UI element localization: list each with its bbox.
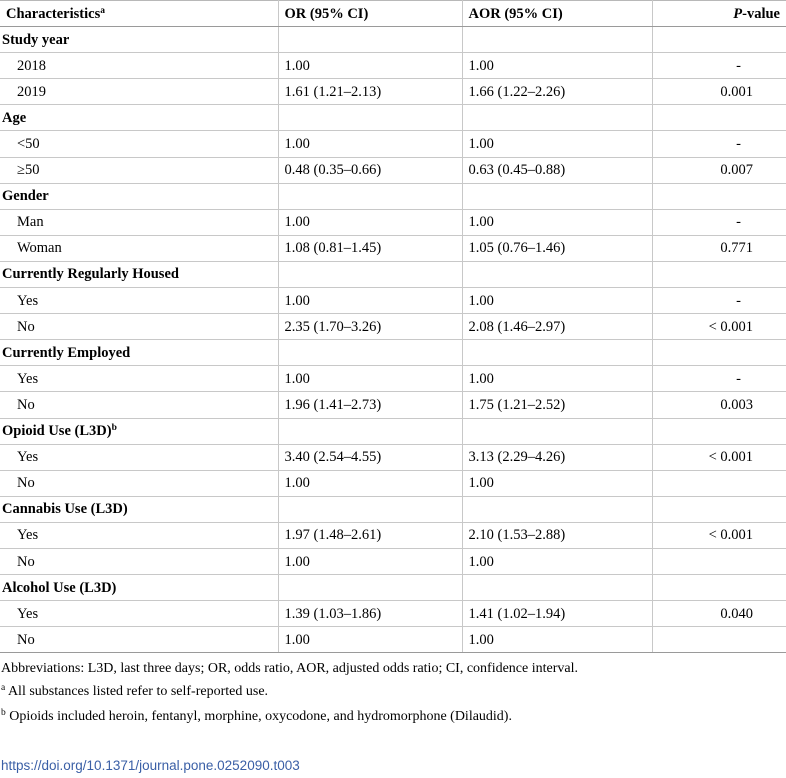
- group-label: Opioid Use $(L3D)^b$: [0, 418, 278, 444]
- table-row: [0, 209, 786, 235]
- or-cell: 1.08 (0.81–1.45): [278, 235, 462, 261]
- or-cell: 1.00: [278, 288, 462, 314]
- table-row: [0, 131, 786, 157]
- row-label: <50: [0, 131, 278, 157]
- or-cell: 1.00: [278, 131, 462, 157]
- p-value-cell: -: [652, 209, 786, 235]
- aor-cell: 1.00: [462, 131, 652, 157]
- or-cell: 3.40 (2.54–4.55): [278, 444, 462, 470]
- header-row: [0, 1, 786, 27]
- aor-cell: 3.13 (2.29–4.26): [462, 444, 652, 470]
- header-aor: AOR (95% CI): [462, 1, 652, 27]
- or-cell: [278, 183, 462, 209]
- p-value-cell: 0.001: [652, 79, 786, 105]
- doi-link[interactable]: https://doi.org/10.1371/journal.pone.0252090.t003: [1, 758, 300, 773]
- p-value-cell: -: [652, 131, 786, 157]
- p-value-cell: 0.040: [652, 601, 786, 627]
- row-label: Yes: [0, 522, 278, 548]
- aor-cell: [462, 418, 652, 444]
- p-value-cell: 0.007: [652, 157, 786, 183]
- or-cell: 1.96 (1.41–2.73): [278, 392, 462, 418]
- p-value-cell: 0.771: [652, 235, 786, 261]
- or-cell: [278, 575, 462, 601]
- header-characteristics: Characteristics$^a$: [0, 1, 278, 27]
- row-label: Man: [0, 209, 278, 235]
- aor-cell: 1.00: [462, 366, 652, 392]
- group-label: Currently Regularly Housed: [0, 261, 278, 287]
- footnote-a: $^a$ All substances listed refer to self-reported use.: [1, 683, 269, 700]
- footnote-abbreviations: Abbreviations: L3D, last three days; OR, odds ratio, AOR, adjusted odds ratio; CI, confidence interval.: [1, 661, 578, 677]
- or-cell: 1.61 (1.21–2.13): [278, 79, 462, 105]
- table-group-row: [0, 27, 786, 53]
- table-row: [0, 53, 786, 79]
- table-row: [0, 548, 786, 574]
- table-row: [0, 601, 786, 627]
- row-label: Woman: [0, 235, 278, 261]
- or-cell: 0.48 (0.35–0.66): [278, 157, 462, 183]
- aor-cell: [462, 575, 652, 601]
- p-value-cell: < 0.001: [652, 314, 786, 340]
- group-label: Gender: [0, 183, 278, 209]
- aor-cell: [462, 27, 652, 53]
- or-cell: [278, 261, 462, 287]
- group-label: Currently Employed: [0, 340, 278, 366]
- row-label: No: [0, 392, 278, 418]
- table-row: [0, 444, 786, 470]
- row-label: ≥50: [0, 157, 278, 183]
- row-label: Yes: [0, 444, 278, 470]
- p-value-cell: [652, 470, 786, 496]
- aor-cell: 1.00: [462, 548, 652, 574]
- p-value-cell: [652, 418, 786, 444]
- p-value-cell: [652, 575, 786, 601]
- table-row: [0, 392, 786, 418]
- aor-cell: 1.00: [462, 288, 652, 314]
- aor-cell: 1.00: [462, 53, 652, 79]
- or-cell: 1.00: [278, 548, 462, 574]
- table-row: [0, 627, 786, 653]
- group-label: Age: [0, 105, 278, 131]
- aor-cell: 1.41 (1.02–1.94): [462, 601, 652, 627]
- group-label: Alcohol Use (L3D): [0, 575, 278, 601]
- aor-cell: 0.63 (0.45–0.88): [462, 157, 652, 183]
- or-cell: 2.35 (1.70–3.26): [278, 314, 462, 340]
- p-value-cell: -: [652, 288, 786, 314]
- p-value-cell: [652, 627, 786, 653]
- aor-cell: [462, 340, 652, 366]
- table-row: [0, 366, 786, 392]
- or-cell: 1.00: [278, 366, 462, 392]
- or-cell: 1.00: [278, 53, 462, 79]
- row-label: Yes: [0, 366, 278, 392]
- aor-cell: 1.66 (1.22–2.26): [462, 79, 652, 105]
- or-cell: 1.97 (1.48–2.61): [278, 522, 462, 548]
- aor-cell: 2.10 (1.53–2.88): [462, 522, 652, 548]
- header-p-value: P-value: [652, 1, 786, 27]
- table-group-row: [0, 261, 786, 287]
- or-cell: 1.00: [278, 627, 462, 653]
- or-cell: [278, 105, 462, 131]
- row-label: No: [0, 548, 278, 574]
- or-cell: [278, 418, 462, 444]
- group-label: Cannabis Use (L3D): [0, 496, 278, 522]
- table-group-row: [0, 340, 786, 366]
- p-value-cell: < 0.001: [652, 444, 786, 470]
- table-row: [0, 288, 786, 314]
- or-cell: 1.00: [278, 470, 462, 496]
- group-label: Study year: [0, 27, 278, 53]
- table-row: [0, 470, 786, 496]
- p-value-cell: [652, 27, 786, 53]
- row-label: No: [0, 314, 278, 340]
- p-value-cell: -: [652, 366, 786, 392]
- p-value-cell: 0.003: [652, 392, 786, 418]
- or-cell: [278, 27, 462, 53]
- aor-cell: 1.00: [462, 209, 652, 235]
- row-label: No: [0, 470, 278, 496]
- table-row: [0, 522, 786, 548]
- aor-cell: [462, 496, 652, 522]
- p-value-cell: [652, 340, 786, 366]
- row-label: 2019: [0, 79, 278, 105]
- row-label: Yes: [0, 601, 278, 627]
- table-row: [0, 314, 786, 340]
- header-or: OR (95% CI): [278, 1, 462, 27]
- p-value-cell: [652, 548, 786, 574]
- table-row: [0, 235, 786, 261]
- aor-cell: [462, 261, 652, 287]
- aor-cell: 1.00: [462, 627, 652, 653]
- table-group-row: [0, 575, 786, 601]
- aor-cell: 1.00: [462, 470, 652, 496]
- row-label: No: [0, 627, 278, 653]
- table-group-row: [0, 496, 786, 522]
- or-cell: [278, 340, 462, 366]
- or-cell: 1.39 (1.03–1.86): [278, 601, 462, 627]
- row-label: Yes: [0, 288, 278, 314]
- aor-cell: 1.05 (0.76–1.46): [462, 235, 652, 261]
- or-cell: 1.00: [278, 209, 462, 235]
- table-group-row: [0, 105, 786, 131]
- p-value-cell: [652, 496, 786, 522]
- table-group-row: [0, 183, 786, 209]
- row-label: 2018: [0, 53, 278, 79]
- table-group-row: [0, 418, 786, 444]
- aor-cell: 1.75 (1.21–2.52): [462, 392, 652, 418]
- p-value-cell: [652, 183, 786, 209]
- p-value-cell: -: [652, 53, 786, 79]
- or-cell: [278, 496, 462, 522]
- p-value-cell: [652, 105, 786, 131]
- table-row: [0, 157, 786, 183]
- table-row: [0, 79, 786, 105]
- footnotes: [0, 653, 786, 725]
- aor-cell: [462, 183, 652, 209]
- p-value-cell: < 0.001: [652, 522, 786, 548]
- p-value-cell: [652, 261, 786, 287]
- aor-cell: 2.08 (1.46–2.97): [462, 314, 652, 340]
- aor-cell: [462, 105, 652, 131]
- footnote-b: $^b$ Opioids included heroin, fentanyl, morphine, oxycodone, and hydromorphone (Dilaudid).: [1, 707, 512, 724]
